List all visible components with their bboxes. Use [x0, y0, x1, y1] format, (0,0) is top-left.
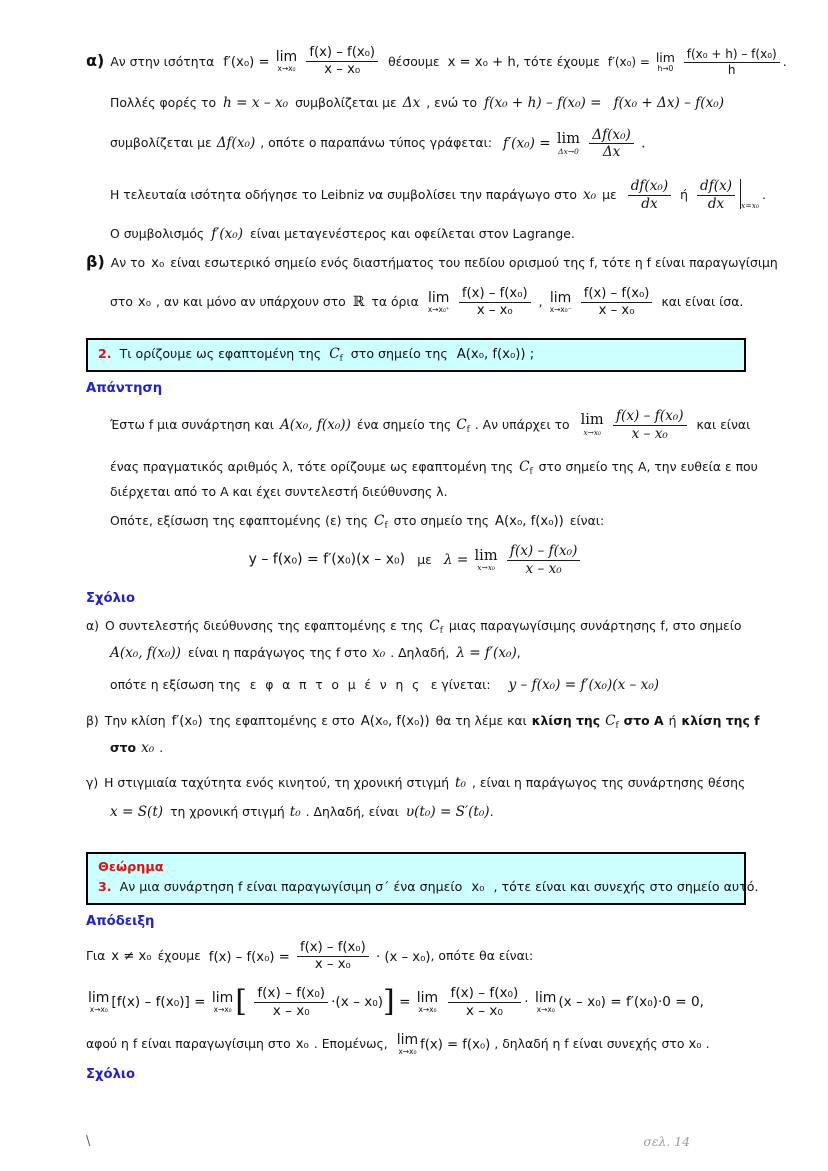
section-b-line2-lead: στο — [110, 294, 133, 310]
comment-b-line-2 — [86, 740, 746, 756]
question-2-line — [98, 346, 734, 363]
proof-limit-continuity: lim x→x₀ f(x) = f(x₀) — [396, 1031, 491, 1056]
theorem-3-box — [86, 852, 759, 904]
comment-a-lambda-equation: λ = f′(x₀) — [456, 644, 517, 661]
comment-a-line2-tail: . Δηλαδή, — [390, 644, 450, 660]
section-a-line2-mid1: συμβολίζεται με — [295, 94, 397, 110]
section-a-line2-expr4: f(x₀ + Δx) – f(x₀) — [613, 94, 725, 111]
comment-a-line-1 — [86, 618, 746, 634]
answer-line2-curve: $C_f$ — [519, 459, 533, 476]
answer-line1-curve: $C_f$ — [456, 416, 470, 433]
section-a-line1-tail: , τότε έχουμε — [515, 53, 600, 69]
section-a-line4-lead: Η τελευταία ισότητα οδήγησε το Leibniz να συμβολίσει την παράγωγο στο — [110, 186, 577, 202]
comment-c-line2-period: . — [489, 804, 494, 820]
section-a-line1-substitution: x = x₀ + h — [447, 54, 516, 70]
section-b-line2-limit-left: lim x→x₀⁻ $\frac{\text{f(x) – f(x₀)}}{\text{x – x₀}}$ — [548, 287, 656, 319]
theorem-3-text: Αν μια συνάρτηση f είναι παραγωγίσιμη σ΄ ένα σημείο — [119, 878, 463, 894]
proof-line3-lead: αφού η f είναι παραγωγίσιμη στο — [86, 1035, 291, 1051]
proof-line1-identity: f(x) – f(x₀) = $\frac{\text{f(x) – f(x₀)}}{\text{x – x₀}}$ · (x – x₀) — [208, 939, 431, 972]
comment-c-line-1 — [86, 775, 746, 791]
real-numbers-symbol: ℝ — [352, 294, 365, 311]
question-2-number: 2. — [98, 346, 112, 362]
section-a-line3-lead: συμβολίζεται με — [110, 135, 212, 151]
comment-b-bold-3: κλίση της f — [681, 712, 760, 728]
comment-b-curve: $C_f$ — [605, 712, 619, 730]
comment-a-tangent-equation: y – f(x₀) = f′(x₀)(x – x₀) — [508, 676, 660, 693]
section-a-marker: α) — [86, 50, 105, 70]
answer-line1-limit: lim x→x₀ $\frac{\text{f(x) – f(x₀)}}{\text{x – x₀}}$ — [579, 409, 690, 441]
comment-a-line3-mid: ε γίνεται: — [430, 676, 491, 692]
fraction-delta-f-over-delta-x: $\frac{\text{Δf(x₀)}}{\Delta x}$ — [589, 128, 634, 160]
lambda-definition: λ = lim x→x₀ $\frac{\text{f(x) – f(x₀)}}{\text{x – x₀}}$ — [444, 552, 584, 568]
section-a-line-2 — [86, 95, 746, 111]
section-a-line2-mid2: , ενώ το — [426, 94, 478, 110]
comment-c-line1-expr: t₀ — [455, 775, 466, 792]
section-a-line2-expr3: f(x₀ + h) – f(x₀) = — [484, 94, 602, 111]
section-a-line4-period: . — [762, 186, 766, 202]
comment-c-marker: γ) — [86, 775, 99, 791]
comment-a-line2-mid: είναι η παράγωγος της f στο — [187, 644, 368, 660]
section-b-line2-expr: x₀ — [137, 295, 151, 311]
proof-line3-expr: x₀ — [295, 1036, 309, 1052]
answer-line2-lead: ένας πραγματικός αριθμός λ, τότε ορίζουμε ως εφαπτομένη της — [110, 459, 514, 475]
proof-line1-lead: Για — [86, 948, 106, 964]
answer-line-4 — [86, 513, 746, 529]
section-b-line1-expr: x₀ — [151, 255, 165, 271]
comment-a-line1-tail: μιας παραγωγίσιμης συνάρτησης f, στο σημείο — [448, 617, 742, 633]
section-b-line-2 — [86, 287, 746, 319]
answer-line1-end: και είναι — [696, 416, 751, 432]
proof-line-1 — [86, 941, 746, 973]
section-a-line-1 — [86, 45, 787, 78]
proof-heading: Απόδειξη — [86, 913, 155, 929]
comment-b-line1-expr: f′(x₀) — [171, 713, 203, 729]
answer-line2-tail: στο σημείο της Α, την ευθεία ε που — [538, 459, 758, 475]
answer-line1-mid: ένα σημείο της — [356, 416, 452, 432]
section-a-line3-mid: , οπότε ο παραπάνω τύπος γράφεται: — [260, 135, 493, 151]
proof-condition: x ≠ x₀ — [111, 949, 152, 965]
comment-c-line1-tail: , είναι η παράγωγος της συνάρτησης θέσης — [471, 775, 746, 791]
section-a-line1-formula1: f′(x₀) = lim x→x₀ $\frac{\text{f(x) – f(x₀)}}{\text{x – x₀}}$ — [223, 46, 381, 78]
answer-line1-point: A(x₀, f(x₀)) — [279, 416, 351, 433]
section-a-line-4 — [86, 178, 766, 212]
proof-line1-mid: έχουμε — [157, 948, 201, 964]
comment-a-line2-expr: x₀ — [372, 644, 386, 661]
comment-b-bold-2: στο Α — [623, 712, 664, 728]
comment-b-line2-expr: x₀ — [141, 740, 155, 757]
proof-line-3 — [86, 1033, 746, 1056]
comment-b-line-1 — [86, 712, 760, 730]
big-bracket-open: [ — [235, 984, 247, 1020]
limit-h-to-0: lim h→0 — [655, 49, 675, 74]
comment-b-marker: β) — [86, 712, 99, 728]
comment-c-line-2 — [86, 804, 746, 820]
answer-line1-lead: Έστω f μια συνάρτηση και — [110, 416, 274, 432]
section-a-line2-expr1: h = x – x₀ — [223, 94, 289, 111]
comment-b-conj: ή — [668, 712, 677, 728]
comment-c-line2-mid: τη χρονική στιγμή — [170, 804, 285, 820]
section-a-line1-lead: Αν στην ισότητα — [110, 53, 215, 69]
comment-c-line2-expr2: t₀ — [289, 804, 301, 821]
section-b-line1-tail: είναι εσωτερικό σημείο ενός διαστήματος του πεδίου ορισμού της f, τότε η f είναι παραγωγίσιμη — [170, 254, 778, 270]
section-a-line1-formula2: f′(x₀) = lim h→0 $\frac{\text{f(x₀ + h) – f(x₀)}}{h}$ — [608, 48, 783, 77]
eval-subscript: x=x₀ — [741, 200, 760, 210]
theorem-label: Θεώρημα — [98, 860, 164, 876]
comment-2-heading: Σχόλιο — [86, 1067, 136, 1083]
section-a-line4-mid: με — [602, 186, 617, 202]
comment-a-line3-lead: οπότε η εξίσωση της — [110, 676, 241, 692]
section-b-line2-mid: , αν και μόνο αν υπάρχουν στο — [156, 294, 346, 310]
limit-delta-x-to-0: lim Δx→0 — [556, 131, 580, 156]
comment-b-line2-bold: στο — [110, 740, 137, 756]
comment-a-line2-comma: , — [516, 644, 521, 660]
comment-a-line-3 — [86, 677, 746, 693]
theorem-3-number: 3. — [98, 878, 112, 894]
section-a-line1-mid: θέσουμε — [388, 53, 440, 69]
section-b-line2-limit-right: lim x→x₀⁺ $\frac{\text{f(x) – f(x₀)}}{\text{x – x₀}}$ — [426, 287, 534, 319]
leibniz-notation-1: $\frac{\text{df(x₀)}}{dx}$ — [625, 179, 674, 211]
limit-x-to-x0: lim x→x₀ — [275, 49, 298, 74]
question-2-text-part1: Τι ορίζουμε ως εφαπτομένη της — [119, 346, 322, 362]
theorem-3-tail: , τότε είναι και συνεχής στο σημείο αυτό. — [493, 878, 759, 894]
fraction-difference-quotient: $\frac{\text{f(x) – f(x₀)}}{\text{x – x₀}}$ — [306, 46, 378, 78]
comment-b-line1-mid: της εφαπτομένης ε στο — [208, 712, 355, 728]
section-a-line-5 — [86, 226, 746, 242]
comment-c-line1-lead: Η στιγμιαία ταχύτητα ενός κινητού, τη χρονική στιγμή — [104, 775, 450, 791]
comment-c-line2-mid2: . Δηλαδή, είναι — [305, 804, 399, 820]
comment-b-bold-1: κλίση της — [531, 712, 601, 728]
comment-a-marker: α) — [86, 617, 100, 633]
curve-symbol: $C_f$ — [329, 346, 343, 363]
section-a-line3-formula: f′(x₀) = lim Δx→0 $\frac{\text{Δf(x₀)}}{\Delta x}$ . — [503, 126, 646, 161]
comment-a-curve: $C_f$ — [429, 617, 443, 634]
section-b-line-1 — [86, 251, 778, 271]
theorem-3-expr: x₀ — [471, 879, 485, 895]
comment-a-line3-spaced-word: ε φ α π τ ο μ έ ν η ς — [249, 676, 422, 692]
comment-b-line1-mid2: θα τη λέμε και — [435, 712, 527, 728]
comment-b-line1-lead: Την κλίση — [104, 712, 166, 728]
comment-a-line1-lead: Ο συντελεστής διεύθυνσης της εφαπτομένης ε της — [105, 617, 424, 633]
comment-b-line2-period: . — [159, 740, 164, 756]
comment-a-line-2 — [86, 645, 746, 661]
section-a-line2-expr2: Δx — [402, 94, 421, 111]
answer-line4-tail: είναι: — [569, 512, 605, 528]
question-2-box — [86, 338, 746, 372]
proof-line3-tail: , δηλαδή η f είναι συνεχής στο — [494, 1035, 685, 1051]
section-a-line2-lead: Πολλές φορές το — [110, 94, 217, 110]
footer-mark: \ — [86, 1134, 91, 1149]
section-b-line2-comma: , — [538, 294, 543, 310]
section-a-line1-period: . — [782, 53, 787, 69]
proof-line1-tail: , οπότε θα είναι: — [430, 948, 534, 964]
section-a-line5-expr: f′(x₀) — [211, 225, 244, 242]
big-bracket-close: ] — [383, 984, 395, 1020]
answer-heading: Απάντηση — [86, 380, 163, 396]
question-2-point: Α(x₀, f(x₀)) ; — [456, 347, 535, 363]
section-b-line2-tail: και είναι ίσα. — [661, 294, 744, 310]
page-footer — [86, 1134, 746, 1149]
question-2-text-part2: στο σημείο της — [350, 346, 448, 362]
theorem-3-statement — [98, 878, 759, 896]
proof-display-line — [86, 986, 746, 1018]
tangent-equation: y – f(x₀) = f′(x₀)(x – x₀) — [248, 551, 406, 568]
answer-line-2 — [86, 459, 758, 476]
section-a-line4-expr1: x₀ — [582, 186, 597, 203]
answer-line4-point: Α(x₀, f(x₀)) — [494, 513, 564, 529]
comment-1-heading: Σχόλιο — [86, 590, 136, 606]
answer-line4-curve: $C_f$ — [374, 512, 388, 530]
proof-main-chain: lim x→x₀ [f(x) – f(x₀)] = lim x→x₀ [ $\frac{\text{f(x) – f(x₀)}}{\text{x – x₀}}$ ·(x – x₀)] = lim x→x₀ $\frac{\text{f(x) – f(x₀)}}{\text{x – x₀}}$ · lim x→x₀ (x – x₀) = f′(x₀)·0 = 0, — [88, 984, 704, 1020]
velocity-equation: υ(t₀) = S′(t₀) — [405, 804, 490, 821]
section-a-line5-tail: είναι μεταγενέστερος και οφείλεται στον Lagrange. — [250, 225, 575, 241]
proof-line3-expr2: x₀ — [688, 1036, 702, 1052]
comment-b-line1-point: Α(x₀, f(x₀)) — [360, 713, 430, 729]
section-a-line-3 — [86, 128, 746, 160]
section-b-line2-mid2: τα όρια — [371, 294, 419, 310]
page-number: σελ. 14 — [643, 1134, 690, 1149]
answer-line-1 — [86, 407, 751, 442]
answer-line4-lead: Οπότε, εξίσωση της εφαπτομένης (ε) της — [110, 512, 369, 528]
tangent-with-label: με — [417, 551, 432, 567]
answer-line4-mid: στο σημείο της — [393, 512, 489, 528]
section-a-line4-conj: ή — [680, 186, 689, 202]
section-a-line3-expr1: Δf(x₀) — [216, 135, 256, 152]
section-b-marker: β) — [86, 251, 105, 271]
section-a-line5-lead: Ο συμβολισμός — [110, 225, 205, 241]
leibniz-notation-2: $\frac{df(x)}{dx}$ $_{x=x_0}$ — [694, 179, 759, 212]
position-function: x = S(t) — [110, 804, 164, 821]
fraction-h-quotient: $\frac{\text{f(x₀ + h) – f(x₀)}}{h}$ — [684, 48, 780, 77]
comment-a-point: A(x₀, f(x₀)) — [110, 644, 181, 661]
proof-line3-period: . — [705, 1035, 710, 1051]
answer-line-3: διέρχεται από το Α και έχει συντελεστή διεύθυνσης λ. — [110, 483, 448, 499]
tangent-equation-display — [86, 544, 746, 576]
section-b-line1-lead: Αν το — [110, 254, 146, 270]
answer-line1-tail: . Αν υπάρχει το — [474, 416, 570, 432]
proof-line3-mid: . Επομένως, — [313, 1035, 388, 1051]
